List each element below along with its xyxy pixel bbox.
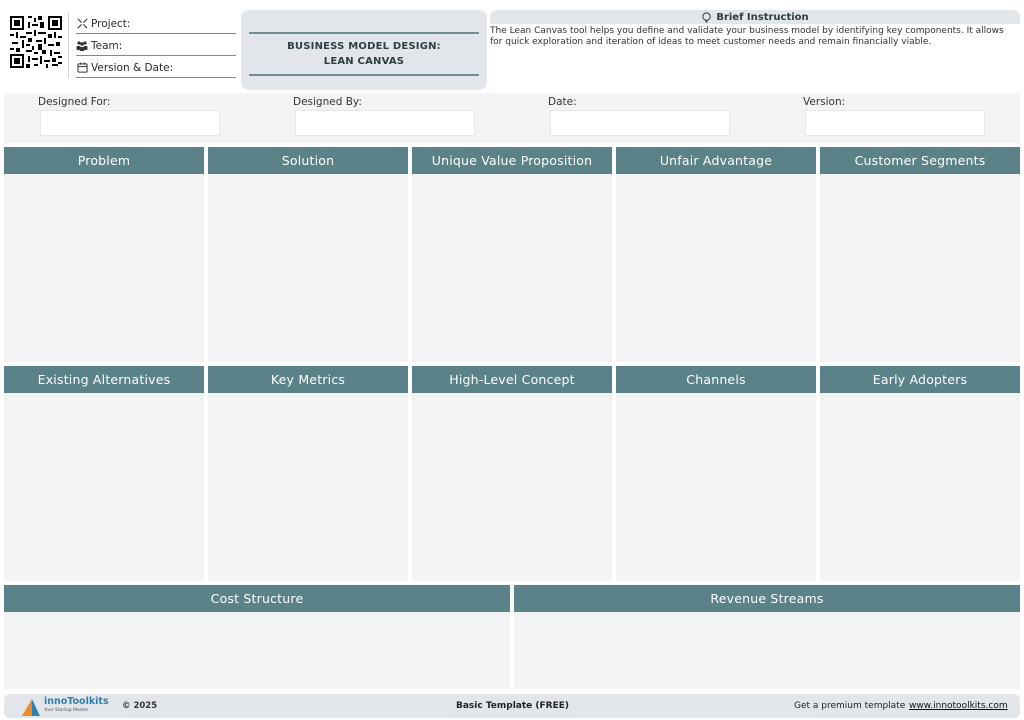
block-header: Revenue Streams xyxy=(514,585,1020,612)
block-header: Customer Segments xyxy=(820,147,1020,174)
title-line-2: LEAN CANVAS xyxy=(323,56,405,67)
brand-name: innoToolkits xyxy=(44,696,109,707)
block-problem[interactable] xyxy=(4,147,204,362)
project-field[interactable] xyxy=(76,14,236,34)
title-line-1: BUSINESS MODEL DESIGN: xyxy=(287,41,441,52)
block-unfair-advantage[interactable] xyxy=(616,147,816,362)
block-customer-segments[interactable] xyxy=(820,147,1020,362)
team-icon xyxy=(76,40,88,52)
instruction-title: Brief Instruction xyxy=(716,11,809,23)
team-field[interactable] xyxy=(76,36,236,56)
premium-text: Get a premium template xyxy=(794,701,906,711)
block-header: Unique Value Proposition xyxy=(412,147,612,174)
logo-mark-icon xyxy=(20,697,42,717)
version-label: Version & Date: xyxy=(91,61,174,74)
block-header: Solution xyxy=(208,147,408,174)
project-label: Project: xyxy=(91,17,131,30)
block-header: Problem xyxy=(4,147,204,174)
lightbulb-icon xyxy=(701,12,712,23)
project-icon xyxy=(76,18,88,30)
qr-code-icon xyxy=(10,16,62,68)
block-header: Key Metrics xyxy=(208,366,408,393)
date-field xyxy=(514,93,744,143)
block-header: Channels xyxy=(616,366,816,393)
block-high-level-concept[interactable] xyxy=(412,366,612,581)
team-label: Team: xyxy=(91,39,123,52)
designed-for-field xyxy=(4,93,234,143)
designed-by-field xyxy=(259,93,489,143)
designed-for-label: Designed For: xyxy=(38,96,111,108)
instruction-text: The Lean Canvas tool helps you define and validate your business model by identifying key components. It allows for quick exploration and iteration of ideas to meet customer needs and remain financially viable. xyxy=(490,26,1004,47)
version-info-field xyxy=(769,93,999,143)
designed-by-input[interactable] xyxy=(295,110,475,136)
date-label: Date: xyxy=(548,96,577,108)
block-header: High-Level Concept xyxy=(412,366,612,393)
block-unique-value-proposition[interactable] xyxy=(412,147,612,362)
block-key-metrics[interactable] xyxy=(208,366,408,581)
date-input[interactable] xyxy=(550,110,730,136)
version-field[interactable] xyxy=(76,58,236,78)
info-strip xyxy=(4,93,1020,143)
instruction-panel xyxy=(490,10,1020,90)
block-cost-structure[interactable] xyxy=(4,585,510,689)
version-info-label: Version: xyxy=(803,96,846,108)
block-solution[interactable] xyxy=(208,147,408,362)
footer xyxy=(4,694,1020,718)
block-header: Cost Structure xyxy=(4,585,510,612)
designed-by-label: Designed By: xyxy=(293,96,362,108)
website-link[interactable]: www.innotoolkits.com xyxy=(909,701,1008,711)
title-box xyxy=(241,10,487,90)
block-revenue-streams[interactable] xyxy=(514,585,1020,689)
copyright: © 2025 xyxy=(122,701,158,711)
template-type: Basic Template (FREE) xyxy=(456,701,570,711)
brand-logo[interactable] xyxy=(20,695,110,717)
brand-tagline: Your Startup Master xyxy=(44,708,89,713)
project-meta xyxy=(68,12,236,78)
calendar-icon xyxy=(76,62,88,74)
block-existing-alternatives[interactable] xyxy=(4,366,204,581)
block-header: Unfair Advantage xyxy=(616,147,816,174)
version-input[interactable] xyxy=(805,110,985,136)
block-header: Early Adopters xyxy=(820,366,1020,393)
block-header: Existing Alternatives xyxy=(4,366,204,393)
page-title xyxy=(249,32,479,76)
designed-for-input[interactable] xyxy=(40,110,220,136)
block-early-adopters[interactable] xyxy=(820,366,1020,581)
instruction-header xyxy=(490,10,1020,24)
block-channels[interactable] xyxy=(616,366,816,581)
